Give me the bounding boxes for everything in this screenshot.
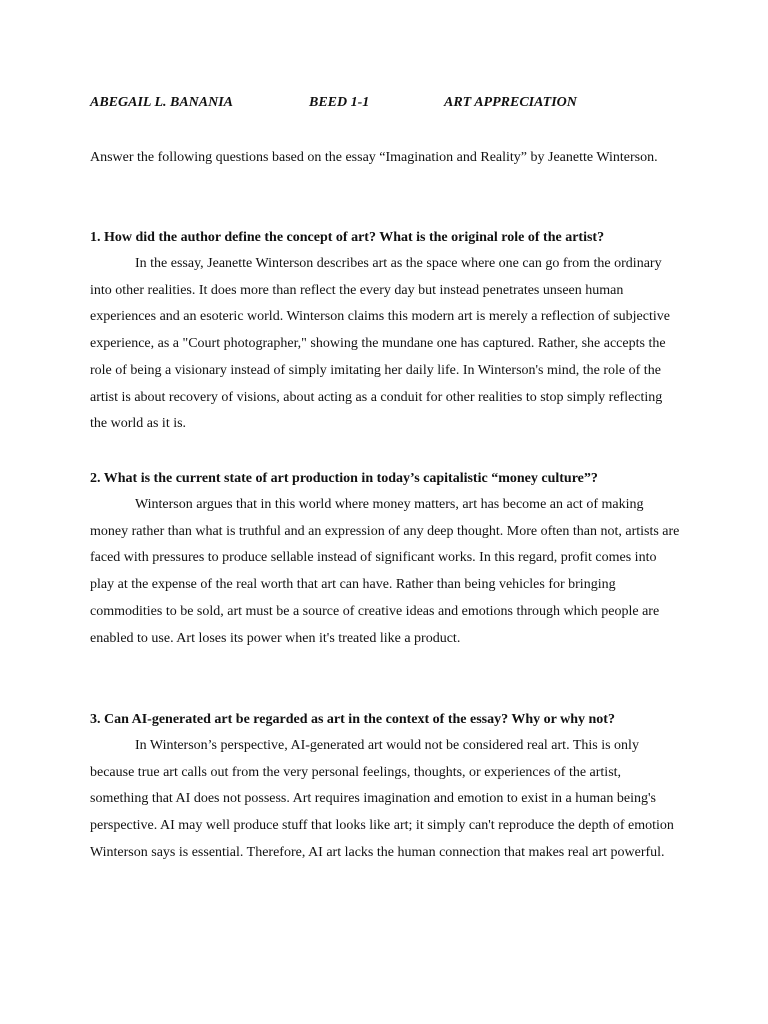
answer-paragraph: Winterson argues that in this world where money matters, art has become an act of making money rather than what is truthful and an expression of any deep thought. More often than not, artists are faced with pressures to produce sellable instead of significant works. In this regard, profit comes into play at the expense of the real worth that art can have. Rather than being vehicles for bringing commodities to be sold, art must be a source of creative ideas and emotions through which people are enabled to use. Art loses its power when it's treated like a product. (90, 497, 680, 646)
answer-paragraph: In the essay, Jeanette Winterson describes art as the space where one can go from the ordinary into other realities. It does more than reflect the every day but instead penetrates unseen human experiences and an esoteric world. Winterson claims this modern art is merely a reflection of subjective experience, as a "Court photographer," showing the mundane one has captured. Rather, she accepts the role of being a visionary instead of simply imitating her daily life. In Winterson's mind, the role of the artist is about recovery of visions, about acting as a conduit for other realities to stop simply reflecting the world as it is. (90, 256, 670, 432)
question-title: 2. What is the current state of art production in today’s capitalistic “money culture”? (90, 471, 598, 486)
answer-paragraph: In Winterson’s perspective, AI-generated art would not be considered real art. This is only because true art calls out from the very personal feelings, thoughts, or experiences of the artist, something that AI does not possess. Art requires imagination and emotion to exist in a human being's perspective. AI may well produce stuff that looks like art; it simply can't reproduce the depth of emotion Winterson says is essential. Therefore, AI art lacks the human connection that makes real art powerful. (90, 738, 674, 860)
question-block-1 (90, 224, 680, 438)
question-block-2 (90, 465, 680, 652)
question-title: 1. How did the author define the concept of art? What is the original role of the artist? (90, 230, 605, 245)
instructions-paragraph: Answer the following questions based on the essay “Imagination and Reality” by Jeanette Winterson. (90, 150, 658, 165)
document-header (90, 93, 690, 113)
question-title: 3. Can AI-generated art be regarded as art in the context of the essay? Why or why not? (90, 712, 615, 727)
question-block-3 (90, 706, 680, 867)
student-name: ABEGAIL L. BANANIA (90, 95, 234, 110)
subject-title: ART APPRECIATION (444, 95, 577, 110)
course-section: BEED 1-1 (309, 95, 370, 110)
